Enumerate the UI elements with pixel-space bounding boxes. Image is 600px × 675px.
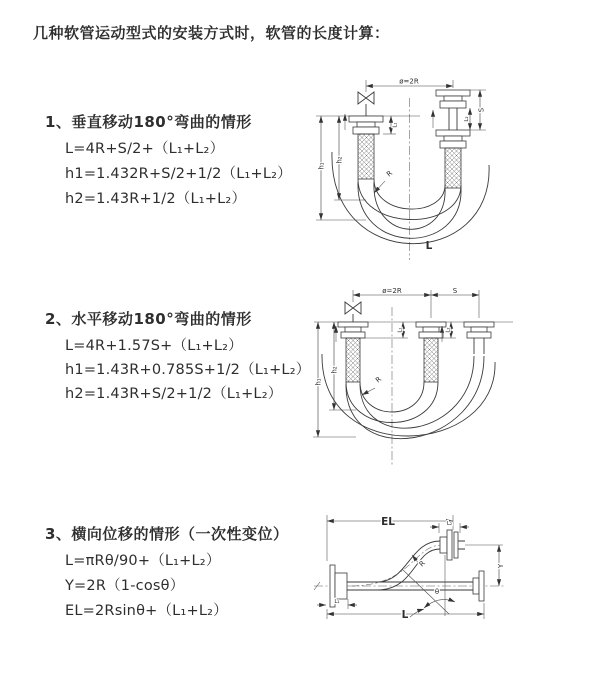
d2-middle-fitting	[416, 322, 446, 382]
d3-displaced-hose	[352, 541, 442, 590]
d2-moved-fitting	[464, 322, 494, 354]
section-2-formula-h1: h1=1.43R+0.785S+1/2（L₁+L₂）	[65, 362, 311, 378]
d1-hose-curves	[332, 152, 489, 244]
d3-theta-label: θ	[434, 588, 440, 596]
d2-h2-label: h₂	[330, 366, 339, 374]
d3-el-label: EL	[381, 516, 395, 528]
d1-s-label: S	[477, 107, 486, 113]
section-2-formula-h2: h2=1.43R+S/2+1/2（L₁+L₂）	[65, 386, 283, 402]
d2-top-dimensions	[353, 287, 479, 295]
d3-radius-callout	[412, 555, 427, 568]
diagram-vertical-180-bend	[308, 70, 598, 265]
section-3-formula-el: EL=2Rsinθ+（L₁+L₂）	[65, 603, 228, 619]
d3-upper-flange	[440, 530, 465, 560]
d2-valve-icon	[345, 302, 361, 322]
section-2-formula-length: L=4R+1.57S+（L₁+L₂）	[65, 338, 243, 354]
d1-valve-icon	[358, 92, 374, 116]
d2-middle-braid-section	[424, 338, 438, 382]
d1-right-fitting-upper	[436, 90, 470, 130]
diagram-lateral-displacement	[312, 505, 512, 630]
d2-radius-callout	[362, 375, 383, 395]
d2-s-label: S	[452, 286, 458, 295]
d3-l1-label: L₁	[334, 599, 340, 605]
d1-centerlines	[316, 77, 453, 260]
d1-fitting-length-dimension	[383, 116, 399, 134]
d3-radius-label: R	[417, 559, 427, 569]
diagram-horizontal-180-bend	[308, 282, 598, 472]
d1-l1-label: L₁	[392, 122, 399, 128]
d1-diameter-label: ø=2R	[399, 77, 419, 86]
d2-diameter-label: ø=2R	[382, 286, 402, 295]
section-3-formula-length: L=πRθ/90+（L₁+L₂）	[65, 553, 221, 569]
d3-el-dimension	[327, 515, 453, 561]
d1-radius-label: R	[385, 169, 395, 179]
d1-h1-label: h₁	[317, 162, 326, 170]
d3-l-label: L	[401, 609, 409, 621]
d1-left-fitting	[349, 116, 383, 179]
d2-l2-label: L₂	[445, 327, 452, 333]
section-1-formula-h2: h2=1.43R+1/2（L₁+L₂）	[65, 191, 247, 207]
d3-l1-dimension	[317, 599, 357, 609]
d1-right-fitting-lower	[436, 130, 470, 188]
section-1-formula-h1: h1=1.432R+S/2+1/2（L₁+L₂）	[65, 166, 292, 182]
section-1-formula-length: L=4R+S/2+（L₁+L₂）	[65, 141, 225, 157]
d2-left-braid-section	[346, 338, 360, 382]
d2-centerlines	[314, 290, 513, 467]
d1-left-braid-section	[358, 134, 374, 179]
d1-top-dimension	[366, 78, 453, 87]
page-title: 几种软管运动型式的安装方式时，软管的长度计算：	[33, 24, 390, 42]
d3-y-label: Y	[497, 563, 505, 569]
section-2-heading: 2、水平移动180°弯曲的情形	[45, 310, 252, 328]
d3-l2-label: L₂	[446, 521, 453, 527]
d3-y-dimension	[465, 545, 505, 586]
section-1-heading: 1、垂直移动180°弯曲的情形	[45, 113, 252, 131]
d3-ghost-flange	[479, 571, 484, 601]
section-3-heading: 3、横向位移的情形（一次性变位）	[45, 525, 289, 543]
d1-l2-label: L₂	[464, 116, 470, 122]
d1-length-label: L	[425, 240, 433, 252]
d3-l-dimension	[327, 603, 484, 621]
d1-radius-callout	[374, 169, 394, 193]
section-3-formula-y: Y=2R（1-cosθ）	[65, 578, 185, 594]
d2-h1-label: h₁	[314, 378, 323, 386]
d2-l1-label: L₁	[397, 327, 404, 333]
d2-left-fitting	[338, 322, 368, 382]
d1-right-braid-section	[445, 148, 461, 188]
d2-radius-label: R	[374, 375, 384, 385]
d1-h2-label: h₂	[335, 156, 344, 164]
